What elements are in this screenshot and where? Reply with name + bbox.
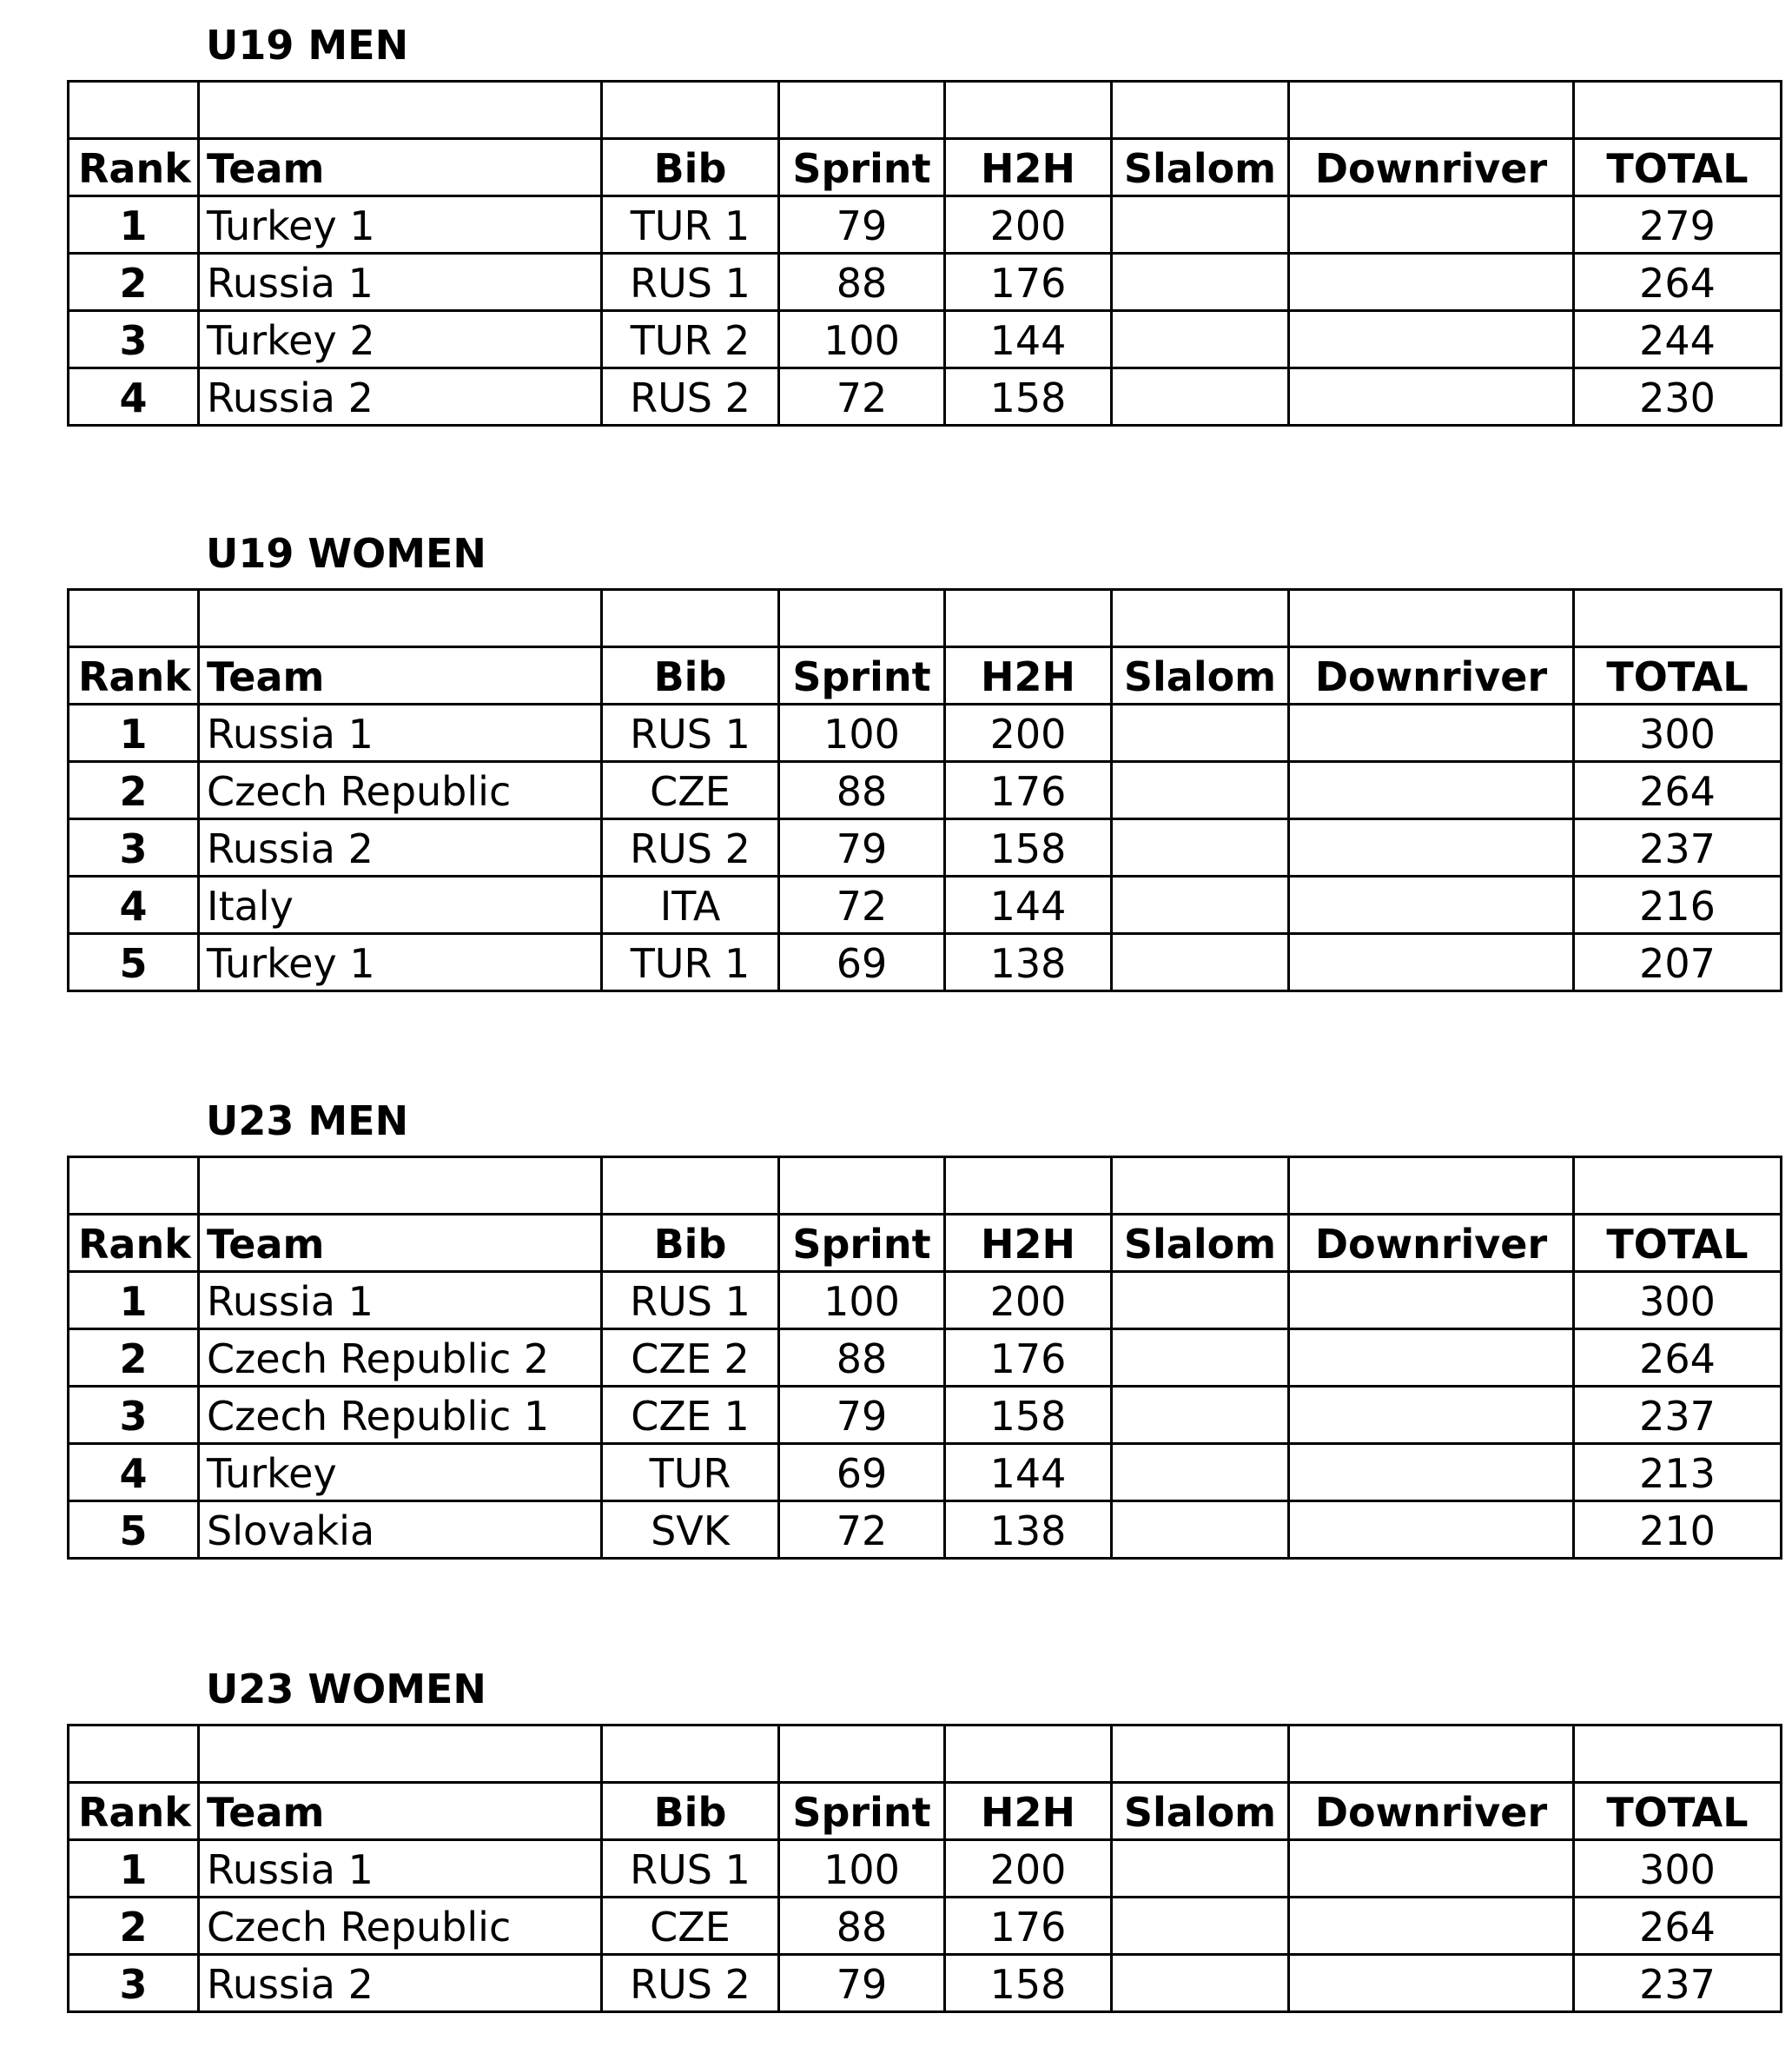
header-sprint: Sprint [779, 139, 945, 196]
table-row [69, 196, 1782, 254]
h2h-cell: 158 [945, 368, 1112, 426]
h2h-cell: 200 [945, 705, 1112, 762]
h2h-cell: 158 [945, 819, 1112, 877]
header-team: Team [199, 1215, 602, 1272]
header-slalom: Slalom [1112, 1783, 1289, 1840]
table-row [69, 254, 1782, 311]
bib-cell: CZE 2 [602, 1329, 779, 1387]
rank-cell: 5 [69, 1501, 199, 1559]
team-cell: Czech Republic 1 [199, 1387, 602, 1444]
bib-cell: RUS 1 [602, 1272, 779, 1329]
team-cell: Czech Republic [199, 762, 602, 819]
team-cell: Russia 1 [199, 1272, 602, 1329]
sprint-cell: 69 [779, 1444, 945, 1501]
total-cell: 237 [1574, 819, 1782, 877]
sprint-cell: 79 [779, 1387, 945, 1444]
section-title: U23 MEN [206, 1097, 409, 1144]
team-cell: Russia 1 [199, 254, 602, 311]
rank-cell: 4 [69, 877, 199, 934]
total-cell: 210 [1574, 1501, 1782, 1559]
downriver-cell [1289, 1387, 1574, 1444]
rank-cell: 3 [69, 819, 199, 877]
slalom-cell [1112, 1444, 1289, 1501]
team-cell: Russia 2 [199, 1955, 602, 2012]
bib-cell: TUR 1 [602, 934, 779, 991]
total-cell: 207 [1574, 934, 1782, 991]
rank-cell: 1 [69, 196, 199, 254]
header-row [69, 1215, 1782, 1272]
sprint-cell: 88 [779, 762, 945, 819]
header-bib: Bib [602, 139, 779, 196]
sprint-cell: 100 [779, 705, 945, 762]
header-team: Team [199, 647, 602, 705]
section-title: U19 WOMEN [206, 530, 486, 577]
slalom-cell [1112, 1898, 1289, 1955]
downriver-cell [1289, 1955, 1574, 2012]
h2h-cell: 144 [945, 877, 1112, 934]
header-h2h: H2H [945, 1215, 1112, 1272]
header-h2h: H2H [945, 647, 1112, 705]
bib-cell: ITA [602, 877, 779, 934]
total-cell: 237 [1574, 1387, 1782, 1444]
downriver-cell [1289, 819, 1574, 877]
h2h-cell: 176 [945, 1329, 1112, 1387]
header-rank: Rank [69, 1783, 199, 1840]
slalom-cell [1112, 877, 1289, 934]
header-row [69, 139, 1782, 196]
downriver-cell [1289, 1329, 1574, 1387]
downriver-cell [1289, 311, 1574, 368]
slalom-cell [1112, 762, 1289, 819]
downriver-cell [1289, 1444, 1574, 1501]
total-cell: 264 [1574, 1329, 1782, 1387]
header-total: TOTAL [1574, 647, 1782, 705]
header-row [69, 647, 1782, 705]
team-cell: Slovakia [199, 1501, 602, 1559]
header-total: TOTAL [1574, 1783, 1782, 1840]
team-cell: Russia 2 [199, 819, 602, 877]
table-row [69, 819, 1782, 877]
blank-row [69, 1157, 1782, 1215]
table-row [69, 1501, 1782, 1559]
header-downriver: Downriver [1289, 647, 1574, 705]
h2h-cell: 138 [945, 1501, 1112, 1559]
table-row [69, 368, 1782, 426]
total-cell: 216 [1574, 877, 1782, 934]
rank-cell: 3 [69, 1955, 199, 2012]
h2h-cell: 200 [945, 196, 1112, 254]
slalom-cell [1112, 819, 1289, 877]
header-bib: Bib [602, 647, 779, 705]
total-cell: 279 [1574, 196, 1782, 254]
table-row [69, 934, 1782, 991]
table-row [69, 762, 1782, 819]
team-cell: Turkey [199, 1444, 602, 1501]
header-total: TOTAL [1574, 1215, 1782, 1272]
h2h-cell: 200 [945, 1272, 1112, 1329]
header-h2h: H2H [945, 139, 1112, 196]
bib-cell: SVK [602, 1501, 779, 1559]
rank-cell: 2 [69, 254, 199, 311]
bib-cell: RUS 1 [602, 1840, 779, 1898]
downriver-cell [1289, 254, 1574, 311]
rank-cell: 2 [69, 1329, 199, 1387]
table-row [69, 1898, 1782, 1955]
table-row [69, 311, 1782, 368]
sprint-cell: 88 [779, 1329, 945, 1387]
header-bib: Bib [602, 1215, 779, 1272]
rank-cell: 3 [69, 1387, 199, 1444]
bib-cell: CZE [602, 1898, 779, 1955]
header-rank: Rank [69, 1215, 199, 1272]
bib-cell: CZE [602, 762, 779, 819]
downriver-cell [1289, 1501, 1574, 1559]
slalom-cell [1112, 1272, 1289, 1329]
h2h-cell: 144 [945, 311, 1112, 368]
sprint-cell: 69 [779, 934, 945, 991]
total-cell: 264 [1574, 1898, 1782, 1955]
slalom-cell [1112, 934, 1289, 991]
total-cell: 213 [1574, 1444, 1782, 1501]
header-downriver: Downriver [1289, 1215, 1574, 1272]
table-row [69, 1329, 1782, 1387]
downriver-cell [1289, 705, 1574, 762]
downriver-cell [1289, 1272, 1574, 1329]
downriver-cell [1289, 762, 1574, 819]
rank-cell: 1 [69, 1272, 199, 1329]
header-rank: Rank [69, 139, 199, 196]
slalom-cell [1112, 1387, 1289, 1444]
sprint-cell: 100 [779, 311, 945, 368]
bib-cell: RUS 2 [602, 368, 779, 426]
total-cell: 237 [1574, 1955, 1782, 2012]
blank-row [69, 82, 1782, 139]
slalom-cell [1112, 311, 1289, 368]
team-cell: Turkey 1 [199, 196, 602, 254]
bib-cell: RUS 2 [602, 1955, 779, 2012]
header-downriver: Downriver [1289, 1783, 1574, 1840]
header-slalom: Slalom [1112, 139, 1289, 196]
bib-cell: RUS 1 [602, 254, 779, 311]
rank-cell: 1 [69, 705, 199, 762]
sprint-cell: 79 [779, 819, 945, 877]
results-table [67, 1156, 1782, 1560]
slalom-cell [1112, 1501, 1289, 1559]
total-cell: 300 [1574, 705, 1782, 762]
slalom-cell [1112, 254, 1289, 311]
sprint-cell: 88 [779, 254, 945, 311]
table-row [69, 1387, 1782, 1444]
total-cell: 264 [1574, 762, 1782, 819]
results-table [67, 80, 1782, 427]
sprint-cell: 79 [779, 1955, 945, 2012]
header-rank: Rank [69, 647, 199, 705]
h2h-cell: 144 [945, 1444, 1112, 1501]
slalom-cell [1112, 1329, 1289, 1387]
total-cell: 300 [1574, 1272, 1782, 1329]
team-cell: Russia 1 [199, 1840, 602, 1898]
header-sprint: Sprint [779, 1783, 945, 1840]
bib-cell: RUS 1 [602, 705, 779, 762]
downriver-cell [1289, 934, 1574, 991]
table-row [69, 877, 1782, 934]
slalom-cell [1112, 705, 1289, 762]
team-cell: Russia 2 [199, 368, 602, 426]
rank-cell: 2 [69, 762, 199, 819]
blank-row [69, 1725, 1782, 1783]
section-title: U23 WOMEN [206, 1666, 486, 1712]
rank-cell: 2 [69, 1898, 199, 1955]
total-cell: 300 [1574, 1840, 1782, 1898]
table-row [69, 1955, 1782, 2012]
h2h-cell: 158 [945, 1955, 1112, 2012]
header-slalom: Slalom [1112, 1215, 1289, 1272]
team-cell: Russia 1 [199, 705, 602, 762]
table-row [69, 1444, 1782, 1501]
sprint-cell: 88 [779, 1898, 945, 1955]
team-cell: Czech Republic [199, 1898, 602, 1955]
downriver-cell [1289, 1898, 1574, 1955]
bib-cell: RUS 2 [602, 819, 779, 877]
slalom-cell [1112, 368, 1289, 426]
blank-row [69, 590, 1782, 647]
team-cell: Turkey 1 [199, 934, 602, 991]
sprint-cell: 72 [779, 368, 945, 426]
h2h-cell: 158 [945, 1387, 1112, 1444]
header-sprint: Sprint [779, 647, 945, 705]
slalom-cell [1112, 1955, 1289, 2012]
sprint-cell: 72 [779, 877, 945, 934]
header-slalom: Slalom [1112, 647, 1289, 705]
total-cell: 244 [1574, 311, 1782, 368]
slalom-cell [1112, 196, 1289, 254]
header-row [69, 1783, 1782, 1840]
table-row [69, 1840, 1782, 1898]
header-downriver: Downriver [1289, 139, 1574, 196]
header-total: TOTAL [1574, 139, 1782, 196]
total-cell: 264 [1574, 254, 1782, 311]
downriver-cell [1289, 1840, 1574, 1898]
header-team: Team [199, 1783, 602, 1840]
sprint-cell: 72 [779, 1501, 945, 1559]
table-row [69, 1272, 1782, 1329]
h2h-cell: 200 [945, 1840, 1112, 1898]
downriver-cell [1289, 196, 1574, 254]
sprint-cell: 100 [779, 1272, 945, 1329]
h2h-cell: 138 [945, 934, 1112, 991]
total-cell: 230 [1574, 368, 1782, 426]
bib-cell: CZE 1 [602, 1387, 779, 1444]
table-row [69, 705, 1782, 762]
rank-cell: 3 [69, 311, 199, 368]
results-table [67, 1724, 1782, 2013]
results-table [67, 588, 1782, 992]
h2h-cell: 176 [945, 254, 1112, 311]
header-team: Team [199, 139, 602, 196]
h2h-cell: 176 [945, 1898, 1112, 1955]
bib-cell: TUR 2 [602, 311, 779, 368]
team-cell: Czech Republic 2 [199, 1329, 602, 1387]
header-bib: Bib [602, 1783, 779, 1840]
header-sprint: Sprint [779, 1215, 945, 1272]
team-cell: Turkey 2 [199, 311, 602, 368]
slalom-cell [1112, 1840, 1289, 1898]
rank-cell: 4 [69, 1444, 199, 1501]
header-h2h: H2H [945, 1783, 1112, 1840]
rank-cell: 4 [69, 368, 199, 426]
h2h-cell: 176 [945, 762, 1112, 819]
sprint-cell: 100 [779, 1840, 945, 1898]
downriver-cell [1289, 368, 1574, 426]
rank-cell: 5 [69, 934, 199, 991]
team-cell: Italy [199, 877, 602, 934]
bib-cell: TUR [602, 1444, 779, 1501]
rank-cell: 1 [69, 1840, 199, 1898]
section-title: U19 MEN [206, 22, 409, 69]
sprint-cell: 79 [779, 196, 945, 254]
downriver-cell [1289, 877, 1574, 934]
bib-cell: TUR 1 [602, 196, 779, 254]
